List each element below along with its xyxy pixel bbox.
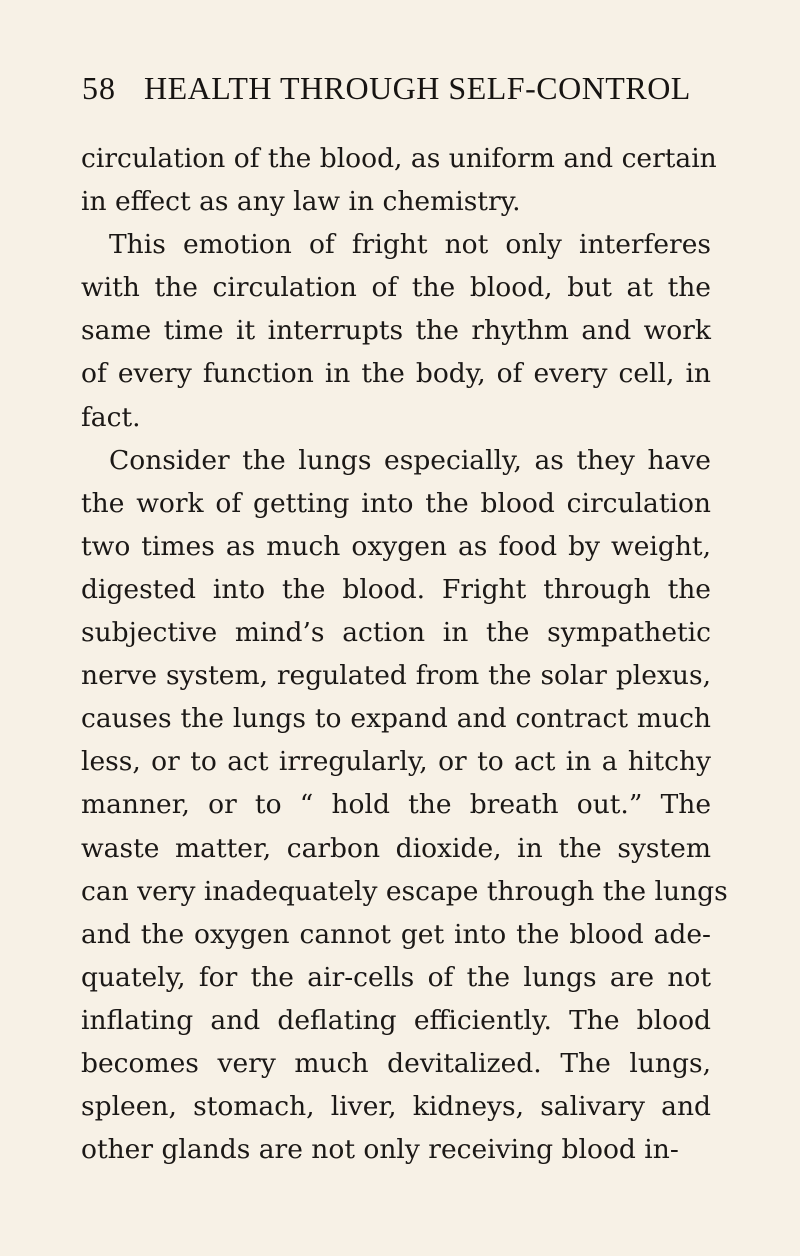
text-line: manner, or to “ hold the breath out.” The (81, 789, 711, 821)
text-line: same time it interrupts the rhythm and work (81, 315, 711, 347)
text-line: waste matter, carbon dioxide, in the system (81, 832, 711, 864)
text-line: can very inadequately escape through the lungs (81, 875, 728, 907)
text-line: other glands are not only receiving blood in- (81, 1134, 679, 1166)
text-line: subjective mind’s action in the sympathetic (81, 617, 711, 649)
text-line: inflating and deflating efficiently. The blood (81, 1004, 711, 1036)
text-line: and the oxygen cannot get into the blood ade- (81, 918, 711, 950)
page-number: 58 (82, 70, 116, 106)
running-head: HEALTH THROUGH SELF-CONTROL (144, 70, 691, 106)
text-line: quately, for the air-cells of the lungs are not (81, 961, 711, 993)
text-line: fact. (81, 401, 141, 433)
text-line: with the circulation of the blood, but at the (81, 272, 711, 304)
text-line: digested into the blood. Fright through the (81, 573, 711, 605)
text-line: nerve system, regulated from the solar plexus, (81, 660, 711, 692)
text-line: spleen, stomach, liver, kidneys, salivary and (81, 1091, 711, 1123)
text-line: causes the lungs to expand and contract much (81, 703, 711, 735)
text-line: This emotion of fright not only interferes (109, 229, 711, 261)
text-line: circulation of the blood, as uniform and certain (81, 143, 717, 174)
text-line: becomes very much devitalized. The lungs, (81, 1047, 711, 1079)
text-line: Consider the lungs especially, as they have (109, 444, 711, 476)
page-header (82, 70, 722, 120)
text-line: in effect as any law in chemistry. (81, 186, 521, 218)
body-text (81, 137, 728, 1171)
text-line: the work of getting into the blood circulation (81, 487, 711, 519)
text-line: less, or to act irregularly, or to act in a hitchy (81, 746, 711, 778)
text-line: two times as much oxygen as food by weight, (81, 530, 711, 562)
text-line: of every function in the body, of every cell, in (81, 358, 711, 390)
